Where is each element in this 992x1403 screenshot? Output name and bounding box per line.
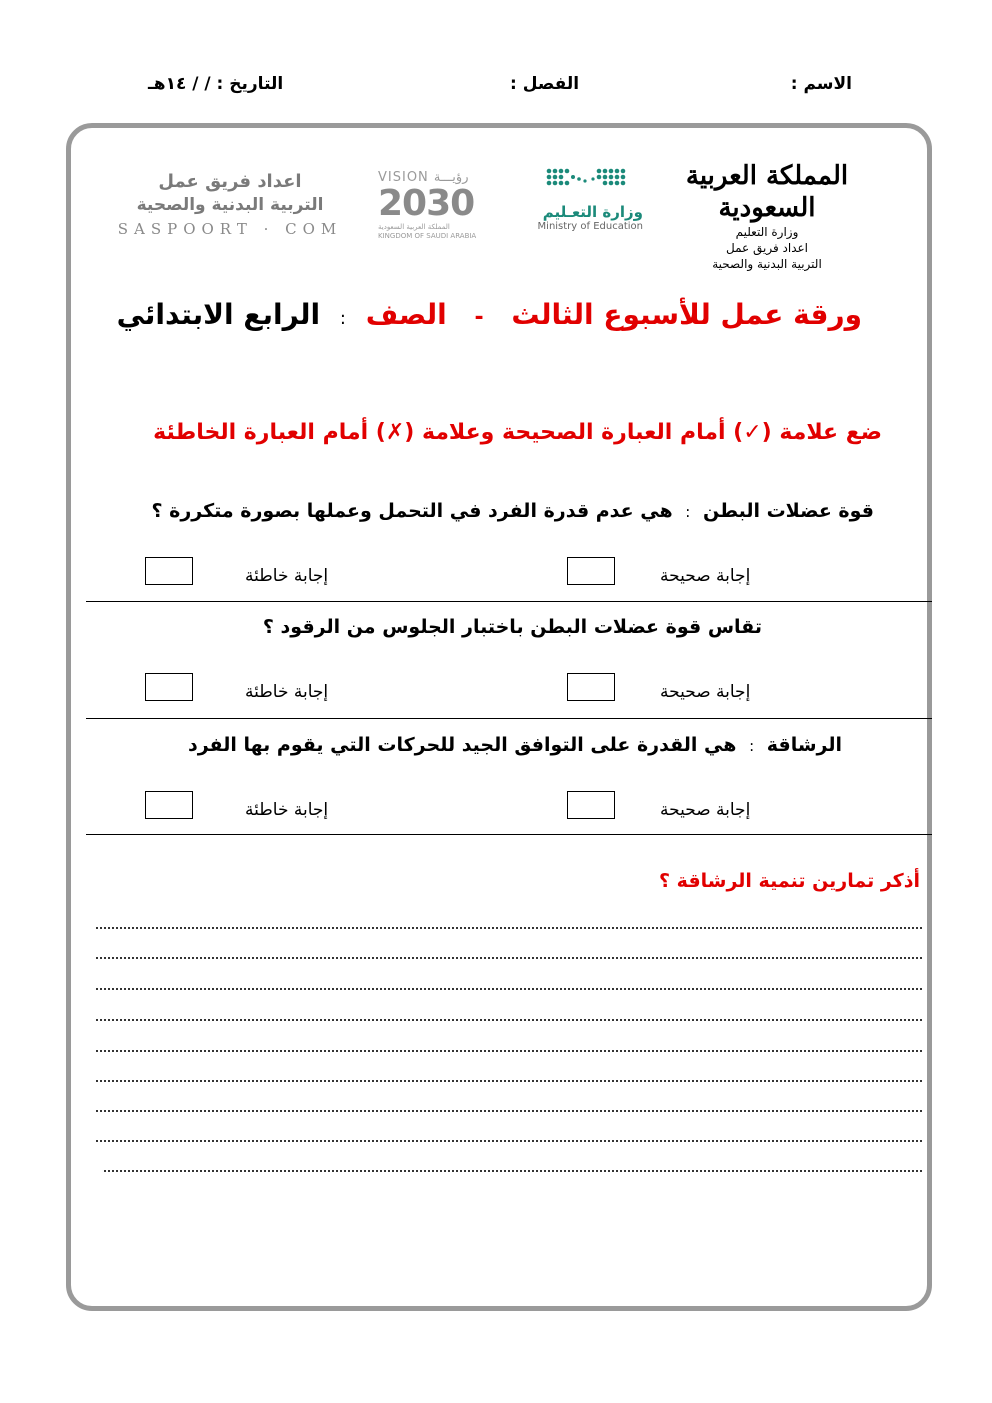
- title-part2: الصف: [365, 298, 447, 331]
- ksa-line-dept: التربية البدنية والصحية: [712, 257, 822, 271]
- question-3: [188, 734, 842, 756]
- answer-line-9[interactable]: [104, 1170, 922, 1172]
- question-1-sep: :: [685, 503, 691, 521]
- ksa-line-team: اعداد فريق عمل: [726, 241, 808, 255]
- answer-line-6[interactable]: [96, 1080, 922, 1082]
- team-logo: [110, 170, 350, 242]
- separator-3: [86, 834, 932, 835]
- q3-wrong-label: إجابة خاطئة: [245, 800, 329, 820]
- name-label: الاسم :: [790, 74, 852, 94]
- question-2: [263, 616, 762, 638]
- team-url: SASPOORT · COM: [117, 220, 343, 238]
- instruction: ضع علامة (✓) أمام العبارة الصحيحة وعلامة (✗) أمام العبارة الخاطئة: [153, 420, 882, 445]
- q3-correct-label: إجابة صحيحة: [660, 800, 751, 820]
- team-line1: اعداد فريق عمل: [158, 171, 302, 192]
- answer-line-3[interactable]: [96, 988, 922, 990]
- q1-wrong-label: إجابة خاطئة: [245, 566, 329, 586]
- ksa-logo: [682, 160, 852, 272]
- question-2-text: تقاس قوة عضلات البطن باختبار الجلوس من الرقود ؟: [262, 616, 762, 638]
- ksa-script: المملكة العربية السعودية: [685, 161, 849, 223]
- q1-correct-label: إجابة صحيحة: [660, 566, 751, 586]
- open-question: أذكر تمارين تنمية الرشاقة ؟: [659, 870, 920, 892]
- page-title: [116, 298, 862, 331]
- question-3-term: الرشاقة: [766, 734, 842, 756]
- answer-line-1[interactable]: [96, 927, 922, 929]
- answer-line-8[interactable]: [96, 1140, 922, 1142]
- answer-line-2[interactable]: [96, 957, 922, 959]
- q2-correct-box[interactable]: [567, 673, 615, 701]
- vision-sub-en: KINGDOM OF SAUDI ARABIA: [378, 232, 477, 240]
- moe-logo: [503, 165, 643, 233]
- q3-correct-box[interactable]: [567, 791, 615, 819]
- answer-line-5[interactable]: [96, 1050, 922, 1052]
- vision-sub-ar: المملكة العربية السعودية: [378, 223, 450, 231]
- q3-wrong-box[interactable]: [145, 791, 193, 819]
- moe-dots-icon: [543, 165, 643, 199]
- vision-year: 2030: [378, 183, 475, 224]
- separator-1: [86, 601, 932, 602]
- q1-correct-box[interactable]: [567, 557, 615, 585]
- answer-line-7[interactable]: [96, 1110, 922, 1112]
- moe-english-name: Ministry of Education: [537, 221, 643, 232]
- q2-wrong-label: إجابة خاطئة: [245, 682, 329, 702]
- separator-2: [86, 718, 932, 719]
- question-1-text: هي عدم قدرة الفرد في التحمل وعملها بصورة متكررة ؟: [151, 500, 673, 522]
- question-3-sep: :: [749, 737, 755, 755]
- moe-arabic-name: وزارة التعـليم: [542, 203, 643, 221]
- vision-word: VISION رؤيـــة: [378, 170, 469, 185]
- title-colon: :: [339, 308, 346, 329]
- question-3-text: هي القدرة على التوافق الجيد للحركات التي يقوم بها الفرد: [187, 734, 737, 756]
- title-part1: ورقة عمل للأسبوع الثالث: [511, 298, 862, 331]
- ksa-line-ministry: وزارة التعليم: [735, 225, 799, 239]
- title-part3: الرابع الابتدائي: [116, 298, 321, 331]
- q1-wrong-box[interactable]: [145, 557, 193, 585]
- title-dash: -: [474, 305, 484, 330]
- team-line2: التربية البدنية والصحية: [136, 195, 324, 215]
- q2-correct-label: إجابة صحيحة: [660, 682, 751, 702]
- vision-2030-logo: [378, 170, 498, 241]
- answer-line-4[interactable]: [96, 1019, 922, 1021]
- question-1-term: قوة عضلات البطن: [702, 500, 874, 522]
- q2-wrong-box[interactable]: [145, 673, 193, 701]
- date-label: التاريخ : / / ١٤هـ: [148, 74, 284, 94]
- class-label: الفصل :: [510, 74, 580, 94]
- question-1: [151, 500, 874, 522]
